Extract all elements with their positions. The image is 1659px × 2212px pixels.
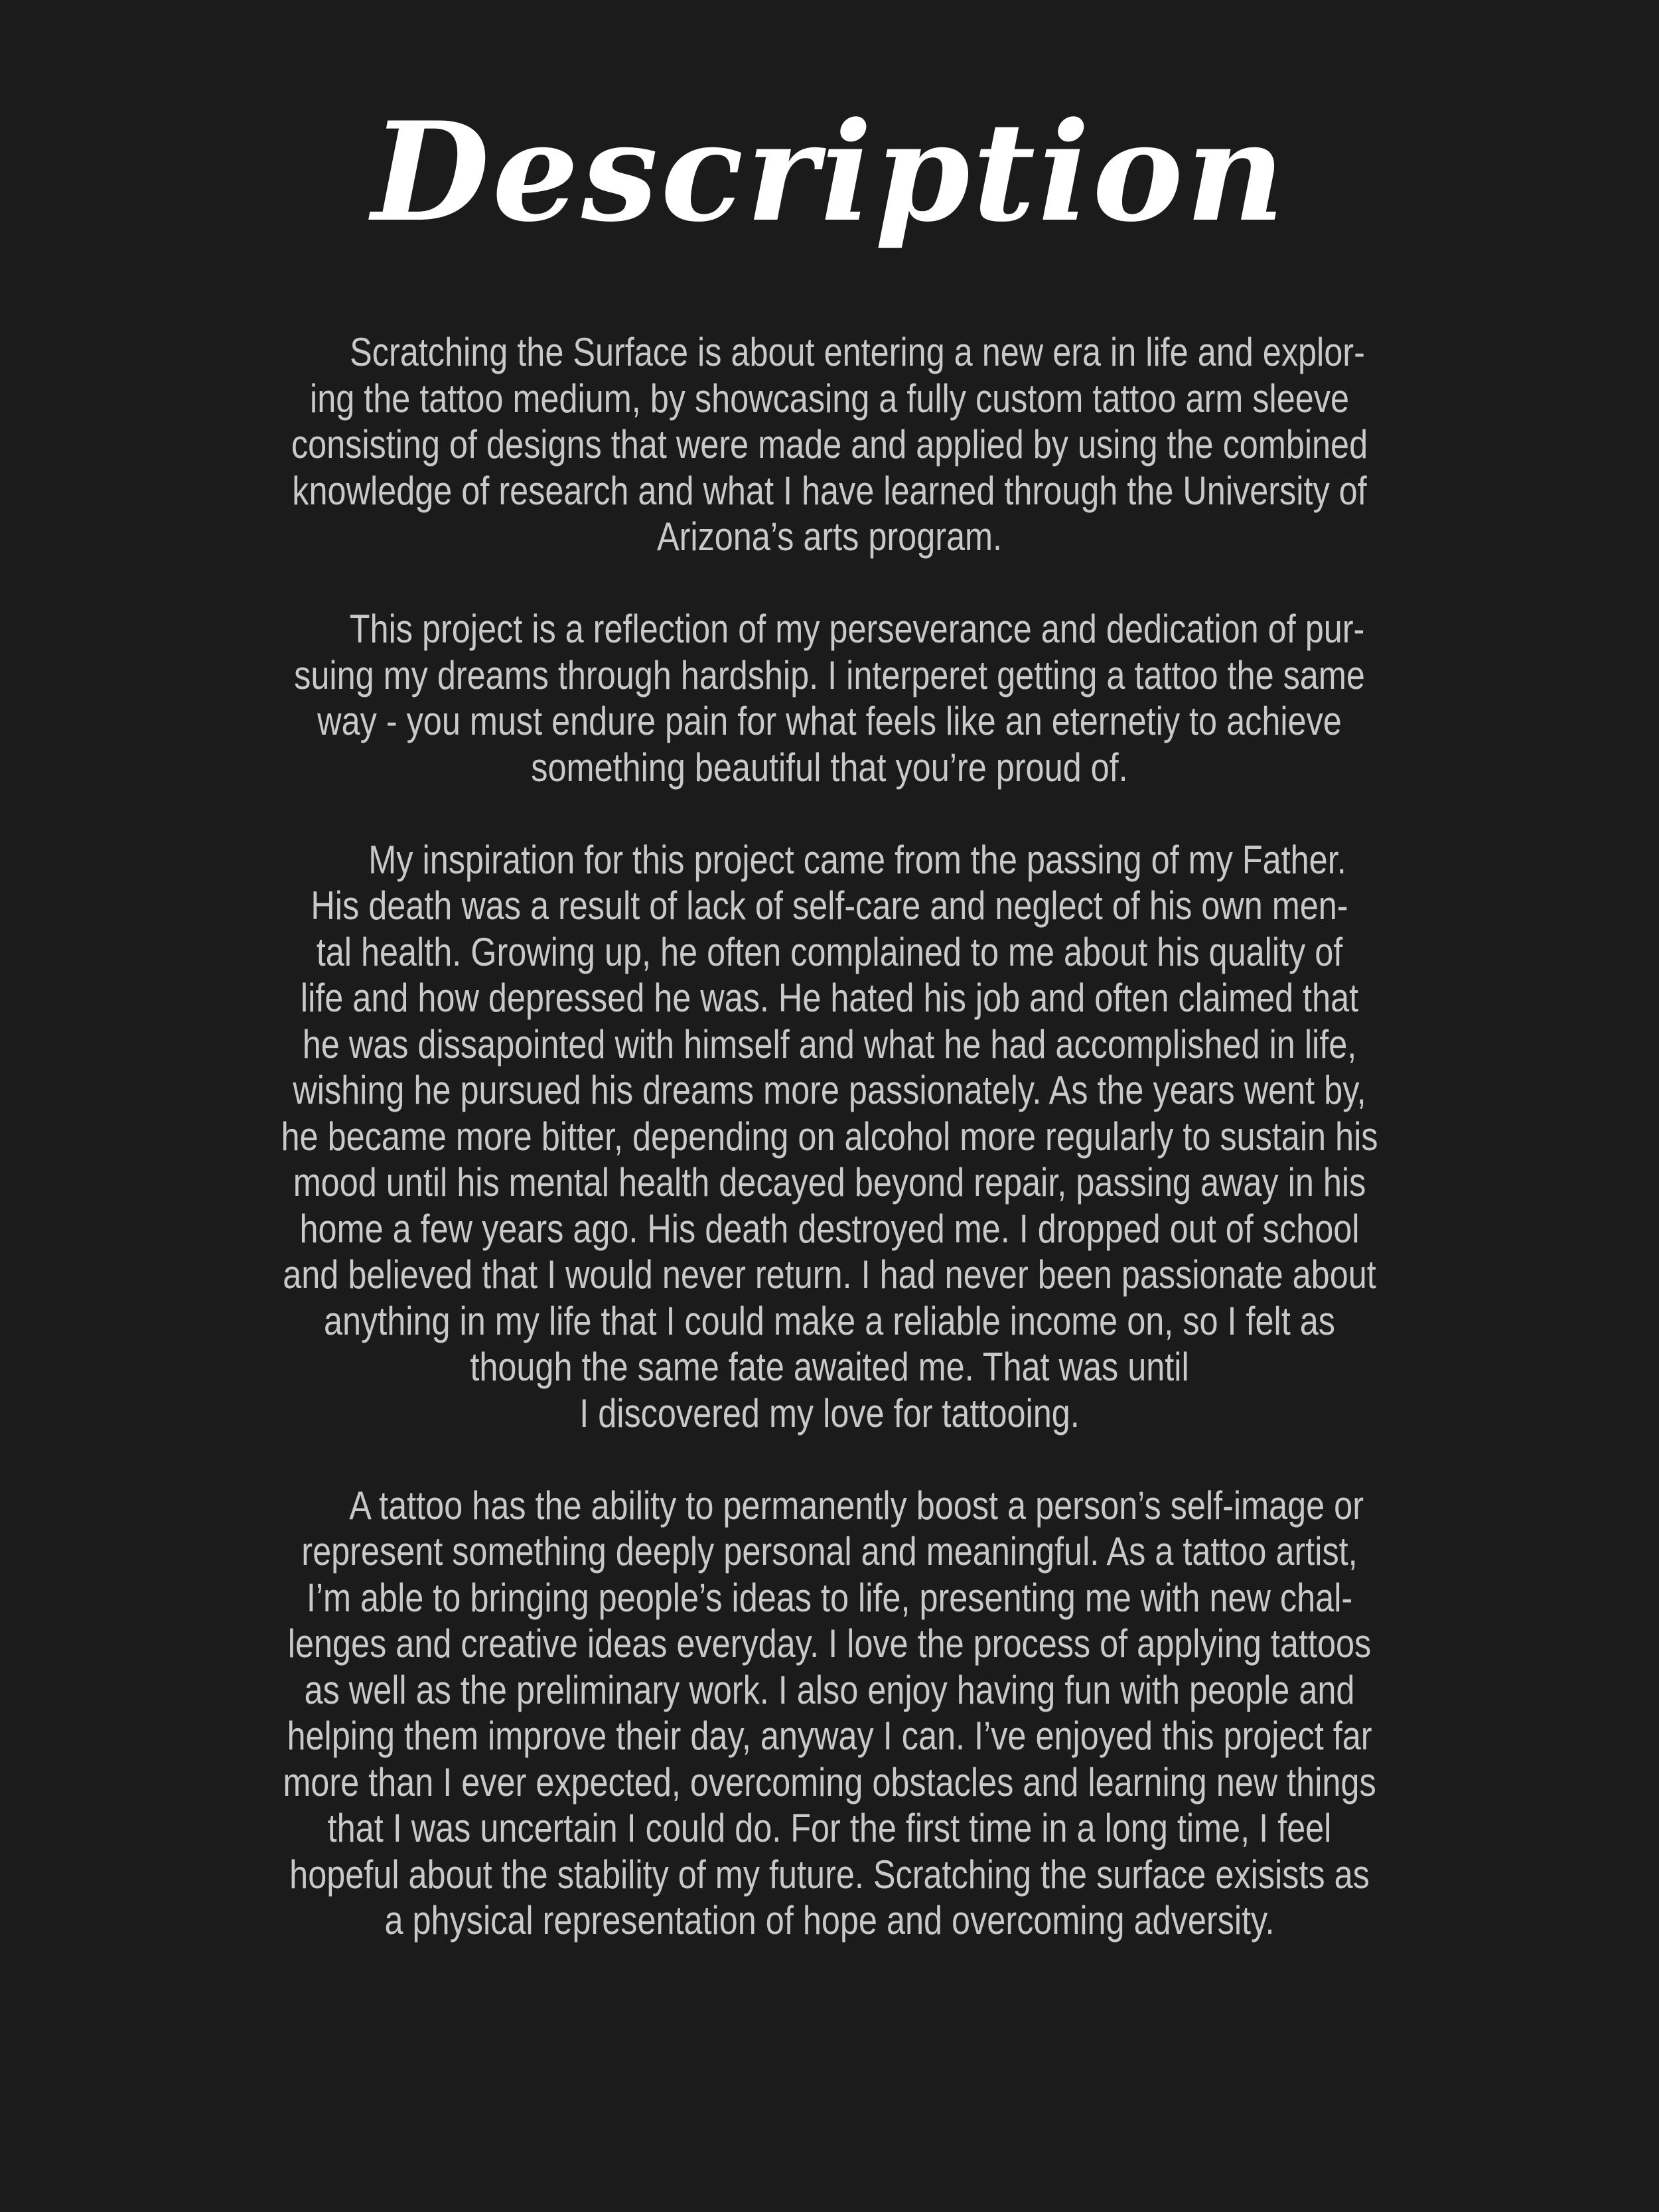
paragraph-inspiration	[156, 837, 1503, 1437]
paragraph-line: ing the tattoo medium, by showcasing a fully custom tattoo arm sleeve	[310, 376, 1349, 421]
paragraph-perseverance	[156, 606, 1503, 790]
paragraph-line: A tattoo has the ability to permanently boost a person’s self-image or	[295, 1483, 1364, 1528]
paragraph-line: hopeful about the stability of my future. Scratching the surface exisists as	[289, 1852, 1370, 1897]
paragraph-line: helping them improve their day, anyway I can. I’ve enjoyed this project far	[287, 1714, 1372, 1758]
paragraph-line: something beautiful that you’re proud of.	[531, 745, 1128, 790]
paragraph-line: suing my dreams through hardship. I interperet getting a tattoo the same	[294, 652, 1365, 698]
paragraph-line: Scratching the Surface is about entering a new era in life and explor-	[294, 330, 1365, 374]
paragraph-line: life and how depressed he was. He hated his job and often claimed that	[300, 976, 1359, 1020]
paragraph-line: though the same fate awaited me. That was until	[470, 1345, 1189, 1389]
paragraph-line: This project is a reflection of my perseverance and dedication of pur-	[294, 607, 1365, 651]
paragraph-line: that I was uncertain I could do. For the first time in a long time, I feel	[327, 1806, 1332, 1850]
paragraph-line: Arizona’s arts program.	[656, 514, 1003, 559]
paragraph-line: consisting of designs that were made and applied by using the combined	[291, 422, 1368, 467]
paragraph-line: mood until his mental health decayed beyond repair, passing away in his	[293, 1160, 1366, 1205]
paragraph-intro	[156, 329, 1503, 560]
paragraph-line: My inspiration for this project came from the passing of my Father.	[313, 837, 1346, 882]
paragraph-line: wishing he pursued his dreams more passionately. As the years went by,	[293, 1068, 1366, 1112]
page-title: Description	[371, 93, 1287, 252]
paragraph-tattoo-artist	[156, 1483, 1503, 1944]
paragraph-line: tal health. Growing up, he often complained to me about his quality of	[316, 929, 1343, 974]
paragraph-line: I discovered my love for tattooing.	[579, 1390, 1080, 1436]
paragraph-line: way - you must endure pain for what feels like an eternetiy to achieve	[317, 699, 1342, 743]
paragraph-line: a physical representation of hope and overcoming adversity.	[384, 1898, 1275, 1943]
paragraph-line: as well as the preliminary work. I also enjoy having fun with people and	[304, 1667, 1355, 1712]
paragraph-line: more than I ever expected, overcoming obstacles and learning new things	[283, 1759, 1376, 1805]
paragraph-line: he was dissapointed with himself and what he had accomplished in life,	[302, 1021, 1357, 1067]
paragraph-line: His death was a result of lack of self-care and neglect of his own men-	[311, 883, 1348, 928]
paragraph-line: anything in my life that I could make a reliable income on, so I felt as	[324, 1298, 1335, 1343]
paragraph-line: lenges and creative ideas everyday. I love the process of applying tattoos	[287, 1621, 1372, 1666]
paragraph-line: knowledge of research and what I have learned through the University of	[292, 468, 1367, 513]
description-body	[156, 329, 1503, 1990]
paragraph-line: I’m able to bringing people’s ideas to life, presenting me with new chal-	[306, 1575, 1353, 1620]
paragraph-line: represent something deeply personal and meaningful. As a tattoo artist,	[301, 1529, 1358, 1574]
paragraph-line: he became more bitter, depending on alcohol more regularly to sustain his	[281, 1114, 1378, 1159]
paragraph-line: home a few years ago. His death destroyed me. I dropped out of school	[299, 1206, 1360, 1251]
paragraph-line: and believed that I would never return. I had never been passionate about	[283, 1252, 1376, 1297]
